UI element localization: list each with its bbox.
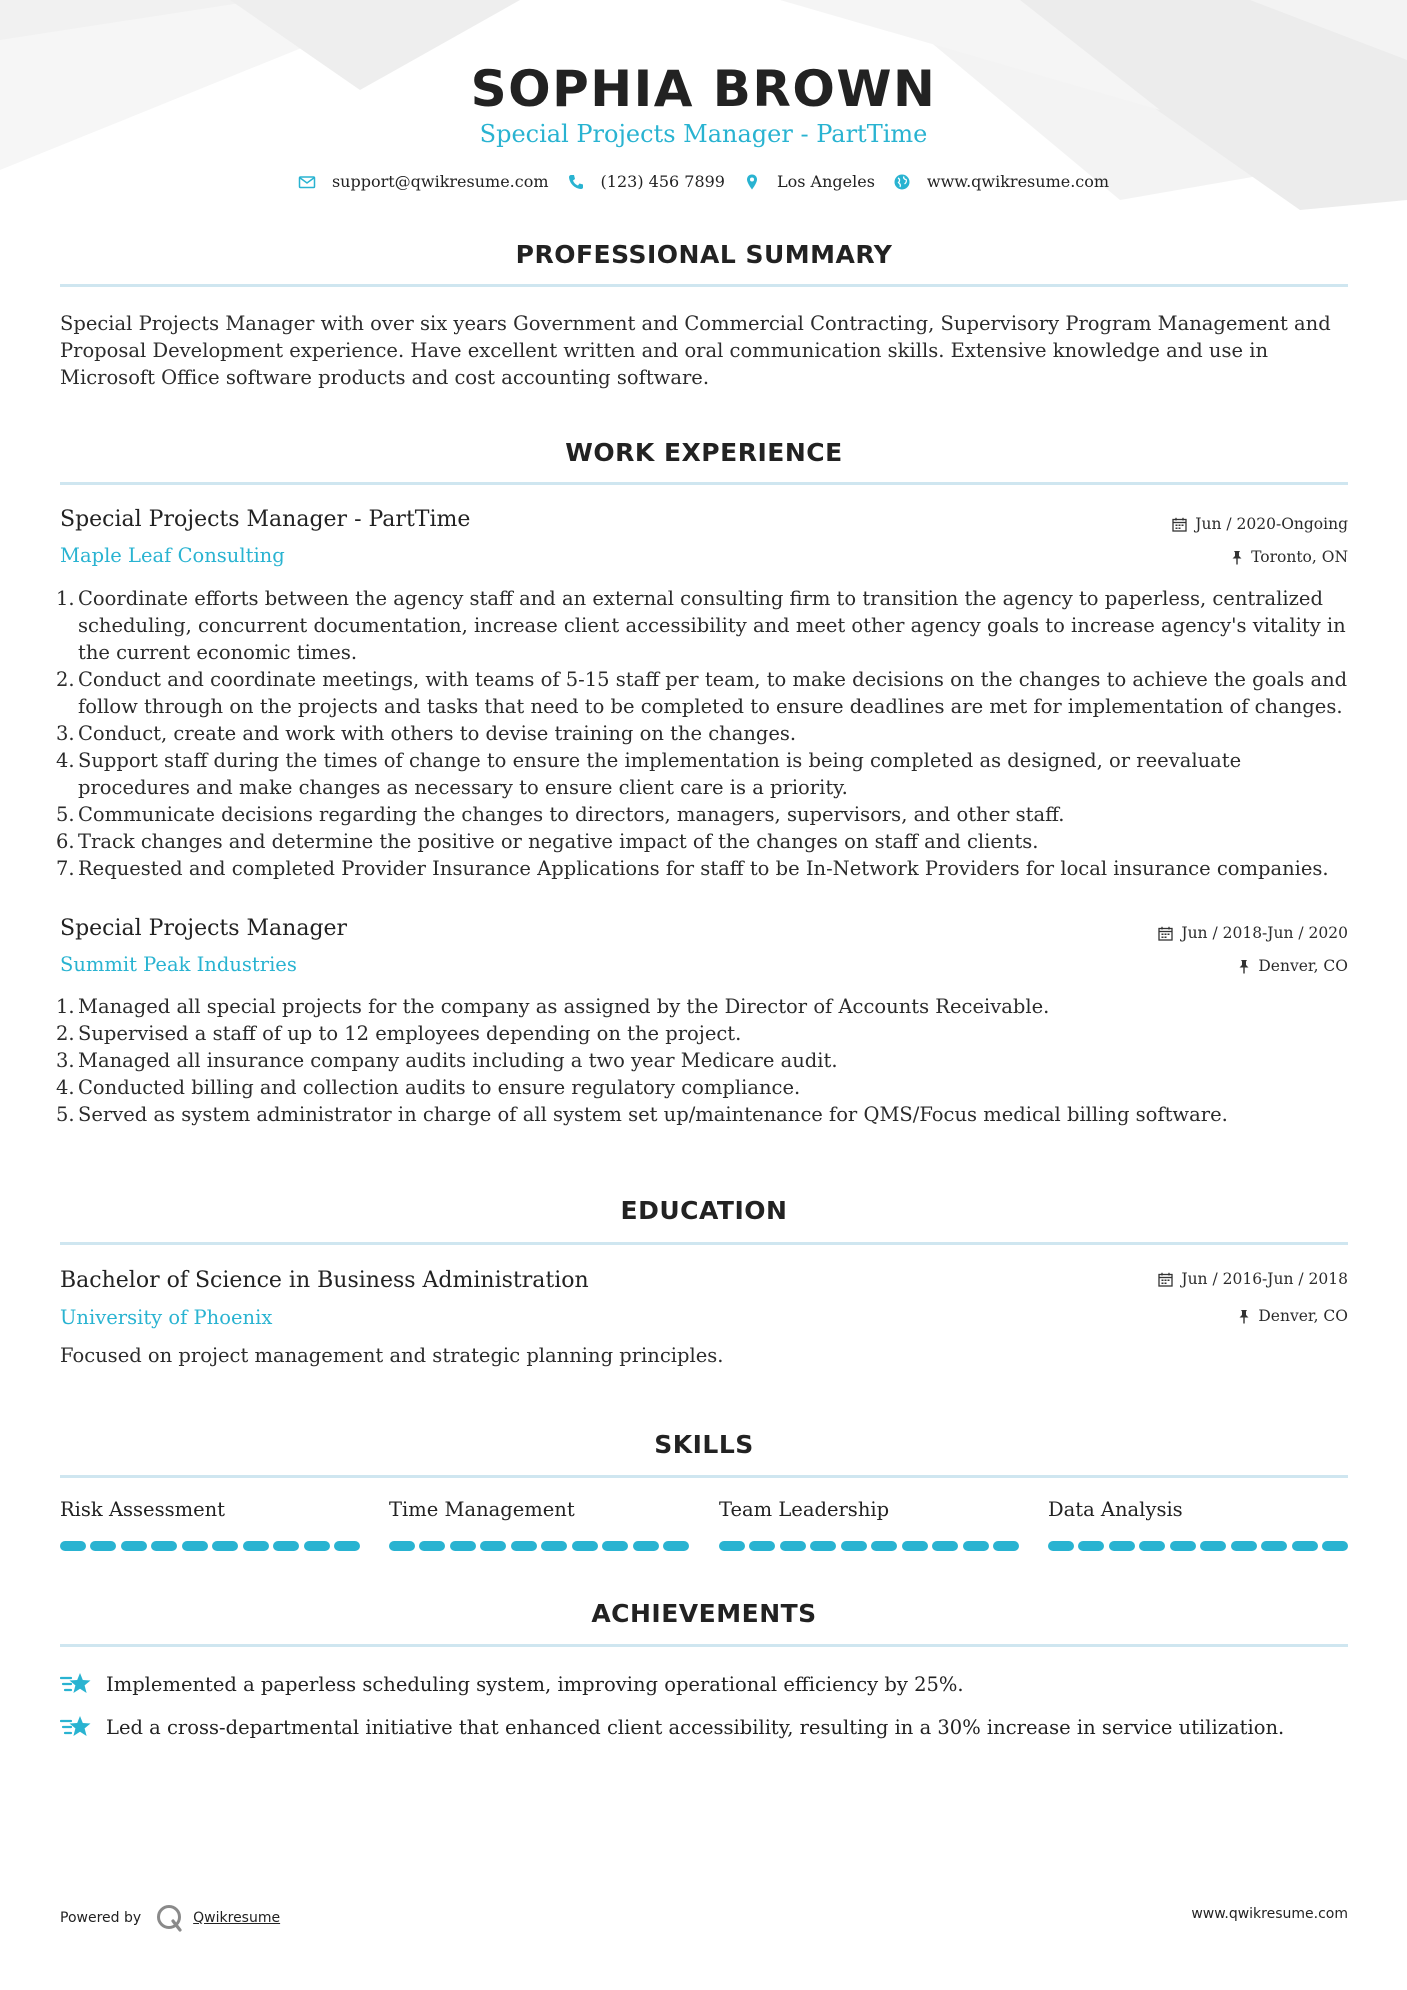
qwikresume-logo-icon — [155, 1903, 185, 1933]
education-location-text: Denver, CO — [1258, 1307, 1348, 1325]
section-title-experience: WORK EXPERIENCE — [565, 438, 843, 467]
list-item: Support staff during the times of change to ensure the implementation is being completed as designed, or reevaluate procedures and make changes as necessary to ensure client care is a priority. — [78, 749, 1242, 799]
company-name: Summit Peak Industries — [60, 953, 297, 976]
skill-level-dot — [780, 1541, 806, 1551]
skill-item — [60, 1498, 360, 1521]
list-item: Supervised a staff of up to 12 employees depending on the project. — [78, 1022, 742, 1045]
skill-level-dot — [541, 1541, 567, 1551]
footer-website[interactable]: www.qwikresume.com — [1191, 1906, 1348, 1922]
skill-level-dot — [212, 1541, 238, 1551]
skill-level-dot — [1292, 1541, 1318, 1551]
skill-item — [719, 1498, 1019, 1521]
skill-level-dot — [1200, 1541, 1226, 1551]
list-item: Managed all special projects for the company as assigned by the Director of Accounts Receivable. — [78, 995, 1050, 1018]
pushpin-icon — [1238, 959, 1250, 974]
skill-level-dot — [1231, 1541, 1257, 1551]
skill-level-dot — [810, 1541, 836, 1551]
job-duties-list — [60, 993, 1352, 1128]
skill-name: Team Leadership — [719, 1498, 890, 1521]
section-title-education: EDUCATION — [620, 1196, 788, 1225]
achievement-item — [60, 1713, 1284, 1741]
pushpin-icon — [1231, 550, 1243, 565]
contact-phone[interactable] — [567, 172, 725, 191]
skill-level-dot — [1109, 1541, 1135, 1551]
job-location-text: Toronto, ON — [1251, 548, 1348, 566]
skill-level-dot — [963, 1541, 989, 1551]
skill-level-dot — [663, 1541, 689, 1551]
job-dates-text: Jun / 2020-Ongoing — [1195, 515, 1348, 533]
envelope-icon — [298, 173, 316, 191]
skill-level-dot — [90, 1541, 116, 1551]
section-divider — [60, 284, 1348, 287]
summary-text: Special Projects Manager with over six years Government and Commercial Contracting, Supervisory Program Management and Proposal Development experience. Have excellent written and oral communication skills. Extensive knowledge and use in Microsoft Office software products and cost accounting software. — [60, 312, 1331, 389]
degree-title: Bachelor of Science in Business Administration — [60, 1268, 589, 1293]
list-item: Served as system administrator in charge of all system set up/maintenance for QMS/Focus medical billing software. — [78, 1103, 1228, 1126]
school-name: University of Phoenix — [60, 1306, 273, 1329]
skill-level-dot — [1261, 1541, 1287, 1551]
list-item: Conducted billing and collection audits to ensure regulatory compliance. — [78, 1076, 801, 1099]
contact-email[interactable] — [298, 172, 549, 191]
list-item: Conduct and coordinate meetings, with teams of 5-15 staff per team, to make decisions on the changes to achieve the goals and follow through on the projects and tasks that need to be completed to ensure deadlines are met for implementation of changes. — [78, 668, 1348, 718]
achievement-item — [60, 1670, 964, 1698]
skill-level-bar — [60, 1541, 360, 1551]
job-dates-text: Jun / 2018-Jun / 2020 — [1181, 924, 1348, 942]
skill-level-dot — [182, 1541, 208, 1551]
contact-website-text: www.qwikresume.com — [926, 172, 1110, 191]
list-item: Managed all insurance company audits including a two year Medicare audit. — [78, 1049, 838, 1072]
skill-item — [389, 1498, 689, 1521]
skill-level-dot — [1139, 1541, 1165, 1551]
contact-bar — [0, 172, 1407, 191]
contact-phone-text: (123) 456 7899 — [600, 172, 725, 191]
skill-level-dot — [480, 1541, 506, 1551]
education-location — [1238, 1307, 1348, 1325]
calendar-icon — [1172, 517, 1187, 532]
skill-level-dot — [450, 1541, 476, 1551]
job-location-text: Denver, CO — [1258, 957, 1348, 975]
skill-level-dot — [749, 1541, 775, 1551]
skill-level-dot — [273, 1541, 299, 1551]
star-icon — [60, 1670, 92, 1698]
list-item: Track changes and determine the positive or negative impact of the changes on staff and clients. — [78, 830, 1039, 853]
job-duties-list — [60, 585, 1352, 882]
section-divider — [60, 1475, 1348, 1478]
candidate-role: Special Projects Manager - PartTime — [479, 120, 928, 148]
candidate-name: SOPHIA BROWN — [470, 60, 937, 118]
skill-level-dot — [1170, 1541, 1196, 1551]
job-title: Special Projects Manager — [60, 916, 348, 941]
skill-level-bar — [1048, 1541, 1348, 1551]
skill-level-dot — [389, 1541, 415, 1551]
achievement-text: Implemented a paperless scheduling system, improving operational efficiency by 25%. — [106, 1672, 964, 1696]
skill-level-bar — [719, 1541, 1019, 1551]
skill-level-dot — [60, 1541, 86, 1551]
skill-level-dot — [121, 1541, 147, 1551]
skill-name: Data Analysis — [1048, 1498, 1183, 1521]
skill-level-dot — [633, 1541, 659, 1551]
list-item: Requested and completed Provider Insurance Applications for staff to be In-Network Providers for local insurance companies. — [78, 857, 1329, 880]
skill-item — [1048, 1498, 1348, 1521]
location-pin-icon — [743, 173, 761, 191]
job-location — [1231, 548, 1348, 566]
skill-level-dot — [243, 1541, 269, 1551]
skill-level-dot — [419, 1541, 445, 1551]
section-divider — [60, 1644, 1348, 1647]
skill-level-dot — [902, 1541, 928, 1551]
skill-level-dot — [511, 1541, 537, 1551]
calendar-icon — [1158, 926, 1173, 941]
section-divider — [60, 1242, 1348, 1245]
qwikresume-link[interactable]: Qwikresume — [193, 1910, 281, 1926]
contact-website[interactable] — [893, 172, 1109, 191]
star-icon — [60, 1713, 92, 1741]
section-title-skills: SKILLS — [654, 1430, 754, 1459]
company-name: Maple Leaf Consulting — [60, 544, 285, 567]
skill-level-dot — [1322, 1541, 1348, 1551]
contact-location — [743, 172, 875, 191]
list-item: Conduct, create and work with others to devise training on the changes. — [78, 722, 797, 745]
skill-level-dot — [871, 1541, 897, 1551]
contact-location-text: Los Angeles — [776, 172, 875, 191]
section-title-summary: PROFESSIONAL SUMMARY — [515, 240, 893, 269]
skill-name: Time Management — [389, 1498, 575, 1521]
skill-level-dot — [602, 1541, 628, 1551]
skill-level-bar — [389, 1541, 689, 1551]
job-title: Special Projects Manager - PartTime — [60, 507, 471, 532]
skill-level-dot — [151, 1541, 177, 1551]
skill-level-dot — [1078, 1541, 1104, 1551]
job-dates — [1158, 924, 1348, 942]
powered-by-text: Powered by — [60, 1910, 142, 1926]
list-item: Coordinate efforts between the agency staff and an external consulting firm to transition the agency to paperless, centralized scheduling, concurrent documentation, increase client accessibility and meet other agency goals to increase agency's vitality in the current economic times. — [78, 587, 1346, 664]
education-dates — [1158, 1270, 1348, 1288]
pushpin-icon — [1238, 1309, 1250, 1324]
education-description: Focused on project management and strategic planning principles. — [60, 1344, 724, 1367]
phone-icon — [567, 173, 585, 191]
section-divider — [60, 482, 1348, 485]
achievement-text: Led a cross-departmental initiative that enhanced client accessibility, resulting in a 30% increase in service utilization. — [106, 1715, 1285, 1739]
skill-level-dot — [932, 1541, 958, 1551]
education-dates-text: Jun / 2016-Jun / 2018 — [1181, 1270, 1348, 1288]
list-item: Communicate decisions regarding the changes to directors, managers, supervisors, and other staff. — [78, 803, 1065, 826]
calendar-icon — [1158, 1272, 1173, 1287]
skill-level-dot — [572, 1541, 598, 1551]
section-title-achievements: ACHIEVEMENTS — [591, 1599, 817, 1628]
skill-level-dot — [304, 1541, 330, 1551]
skill-level-dot — [334, 1541, 360, 1551]
job-dates — [1172, 515, 1348, 533]
skill-level-dot — [993, 1541, 1019, 1551]
skill-name: Risk Assessment — [60, 1498, 226, 1521]
skill-level-dot — [1048, 1541, 1074, 1551]
footer-powered-by — [60, 1903, 280, 1933]
globe-icon — [893, 173, 911, 191]
skill-level-dot — [841, 1541, 867, 1551]
skill-level-dot — [719, 1541, 745, 1551]
job-location — [1238, 957, 1348, 975]
contact-email-text: support@qwikresume.com — [331, 172, 549, 191]
